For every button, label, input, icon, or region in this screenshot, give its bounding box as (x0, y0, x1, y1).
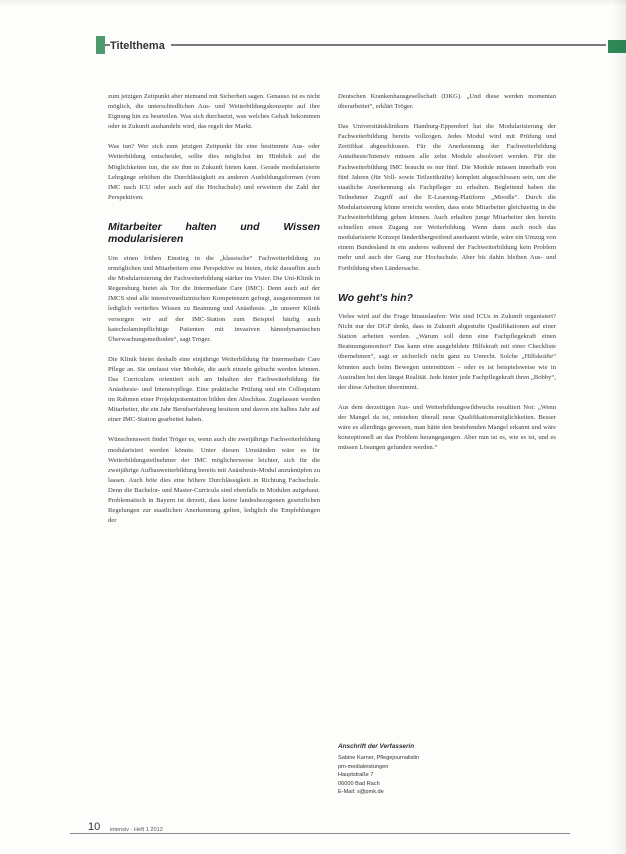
author-box-title: Anschrift der Verfasserin (338, 743, 415, 750)
body-paragraph: Aus dem derzeitigen Aus- und Weiterbildungswildwuchs resultiert Not: „Wenn der Mangel da ist, entstehen überall neue Qualifikationsmöglichkeiten. Besser wäre es allerdings gewesen, man hätte den bestehenden Mangel erkannt und wäre konzeptionell an das Problem herangegangen. Aber nun ist es, wie es ist, und es müssen Lösungen gefunden werden.“ (338, 403, 556, 452)
author-line: pm-medialeistungen (338, 763, 389, 770)
page-edge-shadow (612, 0, 626, 854)
page-top-edge (0, 0, 626, 6)
author-line: 06000 Bad Rach (338, 780, 380, 787)
body-paragraph: Die Klinik bietet deshalb eine einjährige Weiterbildung für Intermediate Care Pflege an. Sie umfasst vier Module, die auch einzeln gebucht werden können. Das Curriculum orientiert sich am Inhalten der Fachweiterbildung für Anästhesie- und Intensivpflege. Eine praktische Prüfung und ein Colloquium im Rahmen einer Projektpräsentation bilden den Abschluss. Zugelassen werden Mitarbeiter, die ein Jahr Berufserfahrung besitzen und davon ein halbes Jahr auf einer IMC-Station gearbeitet haben. (108, 355, 320, 424)
page-number: 10 (88, 821, 101, 833)
body-paragraph: Vieles wird auf die Frage hinauslaufen: Wie sind ICUs in Zukunft organisiert? Nicht nur der DGF denkt, dass in Zukunft abgestufte Qualifikationen auf einer Station arbeiten werden. „Warum soll denn eine Fachpflegekraft einen Beatmungsmonitor? Das kann eine ausgebildete Hilfskraft mit einer Checkliste übernehmen“, sagt er sicherlich nicht ganz zu Unrecht. Solche „Hilfskräfte“ könnten auch beim Bewegen unterstützen – oder es ist beispielsweise wie in Australien bei den längst Realität. Jede hinter jede Fachpflegekraft ihren „Bobby“, der diese Arbeiten übernimmt. (338, 313, 556, 391)
body-paragraph: Deutschen Krankenhausgesellschaft (DKG). „Und diese werden momentan überarbeitet“, erklärt Tröger. (338, 93, 556, 111)
body-paragraph: Was tun? Wer sich zum jetzigen Zeitpunkt für eine bestimmte Aus- oder Weiterbildung entscheidet, sollte dies möglichst im Hinblick auf die Möglichkeiten tun, die sie ihm in Zukunft bieten kann. Gerade modularisierte Lehrgänge erhöhen die Durchlässigkeit zu anderen Ausbildungsformen (vom IMC nach ICU oder auch auf die Hochschule) und erweitern die Zahl der Perspektiven. (108, 143, 320, 201)
author-email: E-Mail: s@pmk.de (338, 789, 384, 796)
author-address-box (338, 743, 538, 796)
body-paragraph: Um einen frühen Einstieg in die „klassische“ Fachweiterbildung zu ermöglichen und Mitarbeitern eine Perspektive zu bieten, rückt daraufhin auch die Modularisierung der Fachweiterbildung stärker ins Visier. Die Uni-Klinik in Regensburg bietet als Tor die Intermediate Care (IMC). Denn auch auf der IMCS sind alle intensivmedizinischen Kompetenzen gefragt, ausgenommen ist lediglich vertieftes Wissen zu Beatmung und Anästhesie. „In unserer Klinik versorgen wir auf der IMC-Station zum Beispiel häufig auch katecholaminpflichtige Patienten mit invasiven hämodynamischen Überwachungsmethoden“, sagt Tröger. (108, 254, 320, 343)
body-paragraph: zum jetzigen Zeitpunkt aber niemand mit Sicherheit sagen. Genauso ist es nicht möglich, die unterschiedlichen Aus- und Weiterbildungskonzepte auf ihre Eignung hin zu beurteilen. Was sich durchsetzt, was welches Gehalt bekommen oder in Zukunft aushandeln wird, das regelt der Markt. (108, 93, 320, 131)
subheading: Mitarbeiter halten und Wissen modularisieren (108, 220, 320, 246)
left-column (108, 92, 320, 536)
right-column (338, 92, 556, 463)
footer-rule (70, 833, 570, 834)
body-paragraph: Das Universitätsklinikum Hamburg-Eppendorf hat die Modularisierung der Fachweiterbildung bereits vollzogen. Jedes Modul wird mit Prüfung und Zertifikat abgeschlossen. Für die Anerkennung der Fachweiterbildung Anästhesie/Intensiv müssen alle zehn Module absolviert werden. Für die Fachweiterbildung IMC braucht es nur fünf. Die Module müssen innerhalb von fünf Jahren (für Voll- sowie Teilzeitkräfte) komplett abgeschlossen sein, um die staatliche Anerkennung als Fachpfleger zu erhalten. Begleitend haben die Teilnehmer Zugriff auf die E-Learning-Plattform „Moodle“. Durch die Modularisierung könne erreicht werden, dass erste Mitarbeiter gleichzeitig in die Fachweiterbildung gehen können. Auch erhalten junge Mitarbeiter den bereits schnellen einen Zugang zur Weiterbildung. Wenn dann auch noch das modularisierte Konzept länderübergreifend anerkannt würde, wäre ein Umzug von einem Bundesland in ein anderes während der Fachweiterbildung kein Problem mehr und auch der Gang zur Hochschule. Aber bis dahin bleiben Aus- und Fortbildung eben Ländersache. (338, 123, 556, 272)
header-rule (96, 44, 606, 46)
body-paragraph: Wünschenswert findet Tröger es, wenn auch die zweijährige Fachweiterbildung modularisiert werden könnte. Unter diesen Umständen wäre es für Weiterbildungsteilnehmer der IMC möglicherweise leichter, sich für die zweijährige Aufbauweiterbildung bereits mit Anästhesie-Modul anzuknüpfen zu lassen. Auch böte dies eine höhere Durchlässigkeit in Richtung Fachschule. Denn die Bachelor- und Master-Curricula sind ebenfalls in Modulen aufgebaut. Problematisch in Bayern ist derzeit, dass keine landesbezogenen gesetzlichen Regelungen zur staatlichen Anerkennung gelten, lediglich die Empfehlungen der (108, 436, 320, 525)
journal-name: intensiv · Heft 1 2012 (110, 827, 163, 833)
subheading: Wo geht’s hin? (338, 291, 413, 304)
section-title: Titelthema (110, 40, 171, 52)
header-accent-block (96, 36, 105, 54)
author-line: Sabine Karner, Pflegejournalistin (338, 755, 420, 762)
author-line: Hauptstraße 7 (338, 772, 374, 779)
